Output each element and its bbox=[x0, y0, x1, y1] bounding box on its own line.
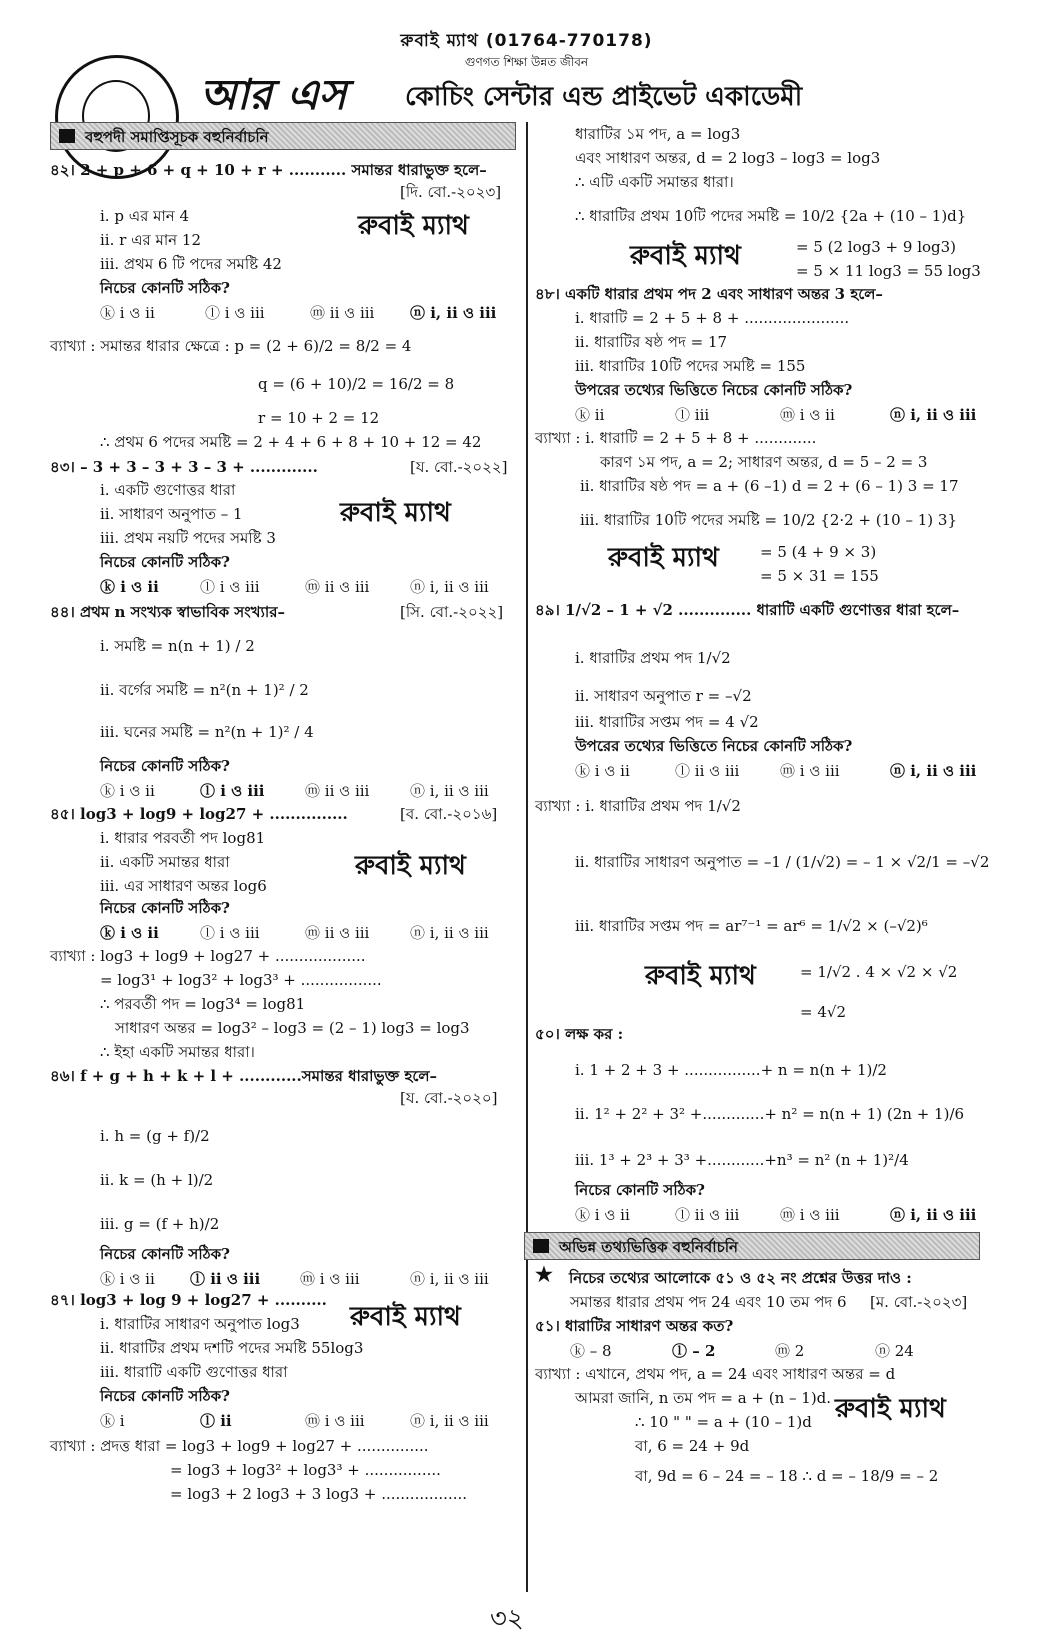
board-ref: [য. বো.-২০২২] bbox=[410, 458, 508, 476]
option: ⓚ ii bbox=[575, 406, 605, 424]
option: ⓚ – 8 bbox=[570, 1342, 612, 1360]
house-icon bbox=[59, 129, 75, 143]
option: ⓛ ii ও iii bbox=[675, 762, 740, 780]
question-48: ৪৮। একটি ধারার প্রথম পদ 2 এবং সাধারণ অন্তর 3 হলে– bbox=[535, 285, 883, 303]
question-prompt: নিচের কোনটি সঠিক? bbox=[100, 553, 230, 571]
statement: i. ধারাটির সাধারণ অনুপাত log3 bbox=[100, 1315, 300, 1333]
option: ⓚ i ও ii bbox=[575, 762, 630, 780]
statement: i. সমষ্টি = n(n + 1) / 2 bbox=[100, 637, 255, 655]
correct-option: ⓝ i, ii ও iii bbox=[890, 762, 977, 780]
explanation: = 1/√2 . 4 × √2 × √2 bbox=[800, 963, 958, 981]
question-prompt: উপরের তথ্যের ভিত্তিতে নিচের কোনটি সঠিক? bbox=[575, 381, 853, 399]
page-number: ৩২ bbox=[490, 1604, 524, 1634]
explanation: iii. ধারাটির 10টি পদের সমষ্টি = 10/2 {2·2 + (10 – 1) 3} bbox=[580, 511, 958, 529]
question-prompt: নিচের কোনটি সঠিক? bbox=[100, 1245, 230, 1263]
statement: i. একটি গুণোত্তর ধারা bbox=[100, 481, 236, 499]
explanation: ∴ 10 " " = a + (10 – 1)d bbox=[635, 1413, 812, 1431]
statement: iii. এর সাধারণ অন্তর log6 bbox=[100, 877, 267, 895]
explanation: = log3 + 2 log3 + 3 log3 + .................. bbox=[170, 1485, 468, 1503]
board-ref: [ম. বো.-২০২৩] bbox=[870, 1293, 968, 1311]
explanation: এবং সাধারণ অন্তর, d = 2 log3 – log3 = log3 bbox=[575, 149, 881, 167]
explanation: = 5 × 31 = 155 bbox=[760, 567, 879, 585]
statement: i. ধারাটি = 2 + 5 + 8 + ...................... bbox=[575, 309, 850, 327]
question-46: ৪৬। f + g + h + k + l + ............সমান্তর ধারাভুক্ত হলে– bbox=[50, 1067, 438, 1085]
statement: ii. বর্গের সমষ্টি = n²(n + 1)² / 2 bbox=[100, 681, 309, 699]
option: ⓜ i ও iii bbox=[300, 1270, 360, 1288]
statement: ii. ধারাটির প্রথম দশটি পদের সমষ্টি 55log3 bbox=[100, 1339, 364, 1357]
correct-option: ⓛ – 2 bbox=[672, 1342, 716, 1360]
explanation: ∴ ধারাটির প্রথম 10টি পদের সমষ্টি = 10/2 {2a + (10 – 1)d} bbox=[575, 207, 967, 225]
explanation: = 5 (2 log3 + 9 log3) bbox=[796, 238, 957, 256]
option: ⓜ ii ও iii bbox=[305, 924, 370, 942]
statement: iii. প্রথম নয়টি পদের সমষ্টি 3 bbox=[100, 529, 276, 547]
watermark: রুবাই ম্যাথ bbox=[340, 498, 451, 528]
explanation: ব্যাখ্যা : i. ধারাটির প্রথম পদ 1/√2 bbox=[535, 797, 741, 815]
explanation: ∴ পরবর্তী পদ = log3⁴ = log81 bbox=[100, 995, 306, 1013]
watermark: রুবাই ম্যাথ bbox=[350, 1302, 461, 1332]
slogan: গুণগত শিক্ষা উন্নত জীবন bbox=[464, 55, 589, 69]
option: ⓝ i, ii ও iii bbox=[410, 782, 489, 800]
brand-name: আর এস bbox=[200, 70, 347, 119]
explanation: = log3¹ + log3² + log3³ + ................. bbox=[100, 971, 382, 989]
explanation: বা, 9d = 6 – 24 = – 18 ∴ d = – 18/9 = – 2 bbox=[635, 1467, 939, 1485]
statement: iii. ধারাটির সপ্তম পদ = 4 √2 bbox=[575, 713, 759, 731]
explanation: ii. ধারাটির সাধারণ অনুপাত = –1 / (1/√2) = – 1 × √2/1 = –√2 bbox=[575, 853, 990, 871]
statement: ii. k = (h + l)/2 bbox=[100, 1171, 214, 1189]
statement: iii. ধারাটি একটি গুণোত্তর ধারা bbox=[100, 1363, 288, 1381]
option: ⓝ i, ii ও iii bbox=[410, 924, 489, 942]
option: ⓜ ii ও iii bbox=[310, 304, 375, 322]
option: ⓛ iii bbox=[675, 406, 710, 424]
explanation: ∴ এটি একটি সমান্তর ধারা। bbox=[575, 173, 734, 191]
option: ⓜ ii ও iii bbox=[305, 578, 370, 596]
explanation: iii. ধারাটির সপ্তম পদ = ar⁷⁻¹ = ar⁶ = 1/√2 × (–√2)⁶ bbox=[575, 917, 928, 935]
explanation: q = (6 + 10)/2 = 16/2 = 8 bbox=[258, 375, 455, 393]
statement: ii. r এর মান 12 bbox=[100, 231, 201, 249]
statement: iii. ধারাটির 10টি পদের সমষ্টি = 155 bbox=[575, 357, 806, 375]
statement: i. 1 + 2 + 3 + ................+ n = n(n + 1)/2 bbox=[575, 1061, 887, 1079]
statement: ii. একটি সমান্তর ধারা bbox=[100, 853, 230, 871]
option: ⓛ i ও iii bbox=[200, 924, 260, 942]
contact-line: রুবাই ম্যাথ (01764-770178) bbox=[400, 31, 653, 51]
question-44: ৪৪। প্রথম n সংখ্যক স্বাভাবিক সংখ্যার– bbox=[50, 603, 285, 621]
option: ⓛ ii ও iii bbox=[675, 1206, 740, 1224]
correct-option: ⓚ i ও ii bbox=[100, 924, 159, 942]
explanation: ব্যাখ্যা : এখানে, প্রথম পদ, a = 24 এবং সাধারণ অন্তর = d bbox=[535, 1365, 896, 1383]
question-prompt: নিচের কোনটি সঠিক? bbox=[575, 1181, 705, 1199]
question-43: ৪৩। – 3 + 3 – 3 + 3 – 3 + ............. bbox=[50, 458, 318, 476]
question-51: ৫১। ধারাটির সাধারণ অন্তর কত? bbox=[535, 1317, 734, 1335]
statement: iii. প্রথম 6 টি পদের সমষ্টি 42 bbox=[100, 255, 282, 273]
explanation: ব্যাখ্যা : সমান্তর ধারার ক্ষেত্রে : p = (2 + 6)/2 = 8/2 = 4 bbox=[50, 337, 412, 355]
option: ⓚ i ও ii bbox=[100, 304, 155, 322]
statement: iii. 1³ + 2³ + 3³ +............+n³ = n² (n + 1)²/4 bbox=[575, 1151, 909, 1169]
option: ⓛ i ও iii bbox=[200, 578, 260, 596]
board-ref: [ব. বো.-২০১৬] bbox=[400, 805, 498, 823]
question-prompt: উপরের তথ্যের ভিত্তিতে নিচের কোনটি সঠিক? bbox=[575, 737, 853, 755]
question-prompt: নিচের কোনটি সঠিক? bbox=[100, 279, 230, 297]
question-42: ৪২। 2 + p + 6 + q + 10 + r + ........... সমান্তর ধারাভুক্ত হলে– bbox=[50, 161, 487, 179]
statement: i. ধারার পরবর্তী পদ log81 bbox=[100, 829, 266, 847]
info-text: সমান্তর ধারার প্রথম পদ 24 এবং 10 তম পদ 6 bbox=[570, 1293, 847, 1311]
explanation: = 5 × 11 log3 = 55 log3 bbox=[796, 262, 981, 280]
explanation: কারণ ১ম পদ, a = 2; সাধারণ অন্তর, d = 5 – 2 = 3 bbox=[600, 453, 928, 471]
option: ⓚ i bbox=[100, 1412, 125, 1430]
option: ⓜ i ও iii bbox=[305, 1412, 365, 1430]
option: ⓚ i ও ii bbox=[100, 1270, 155, 1288]
statement: ii. সাধারণ অনুপাত – 1 bbox=[100, 505, 243, 523]
instruction: ★ নিচের তথ্যের আলোকে ৫১ ও ৫২ নং প্রশ্নের উত্তর দাও : bbox=[535, 1262, 912, 1287]
question-47: ৪৭। log3 + log 9 + log27 + .......... bbox=[50, 1291, 327, 1309]
correct-option: ⓛ i ও iii bbox=[200, 782, 265, 800]
explanation: ব্যাখ্যা : i. ধারাটি = 2 + 5 + 8 + ............. bbox=[535, 429, 817, 447]
option: ⓚ i ও ii bbox=[575, 1206, 630, 1224]
correct-option: ⓝ i, ii ও iii bbox=[890, 406, 977, 424]
correct-option: ⓝ i, ii ও iii bbox=[410, 304, 497, 322]
correct-option: ⓚ i ও ii bbox=[100, 578, 159, 596]
explanation: r = 10 + 2 = 12 bbox=[258, 409, 380, 427]
correct-option: ⓛ ii ও iii bbox=[190, 1270, 261, 1288]
option: ⓝ i, ii ও iii bbox=[410, 1270, 489, 1288]
house-icon bbox=[533, 1239, 549, 1253]
question-prompt: নিচের কোনটি সঠিক? bbox=[100, 899, 230, 917]
question-45: ৪৫। log3 + log9 + log27 + ............... bbox=[50, 805, 348, 823]
board-ref: [সি. বো.-২০২২] bbox=[400, 603, 504, 621]
watermark: রুবাই ম্যাথ bbox=[630, 241, 741, 271]
correct-option: ⓛ ii bbox=[200, 1412, 232, 1430]
correct-option: ⓝ i, ii ও iii bbox=[890, 1206, 977, 1224]
option: ⓚ i ও ii bbox=[100, 782, 155, 800]
column-divider bbox=[526, 122, 528, 1592]
explanation: ∴ ইহা একটি সমান্তর ধারা। bbox=[100, 1043, 255, 1061]
board-ref: [দি. বো.-২০২৩] bbox=[400, 183, 502, 201]
explanation: আমরা জানি, n তম পদ = a + (n – 1)d. bbox=[575, 1389, 832, 1407]
explanation: ধারাটির ১ম পদ, a = log3 bbox=[575, 125, 741, 143]
explanation: ii. ধারাটির ষষ্ঠ পদ = a + (6 –1) d = 2 + (6 – 1) 3 = 17 bbox=[580, 477, 959, 495]
explanation: ব্যাখ্যা : log3 + log9 + log27 + ................... bbox=[50, 947, 366, 965]
star-icon: ★ bbox=[535, 1262, 553, 1286]
section-header: বহুপদী সমাপ্তিসূচক বহুনির্বাচনি bbox=[50, 122, 516, 150]
statement: iii. ঘনের সমষ্টি = n²(n + 1)² / 4 bbox=[100, 723, 314, 741]
option: ⓜ i ও iii bbox=[780, 762, 840, 780]
statement: ii. সাধারণ অনুপাত r = –√2 bbox=[575, 687, 752, 705]
watermark: রুবাই ম্যাথ bbox=[358, 211, 469, 241]
question-prompt: নিচের কোনটি সঠিক? bbox=[100, 1387, 230, 1405]
option: ⓜ i ও ii bbox=[780, 406, 835, 424]
option: ⓜ 2 bbox=[775, 1342, 805, 1360]
watermark: রুবাই ম্যাথ bbox=[608, 543, 719, 573]
question-49: ৪৯। 1/√2 – 1 + √2 .............. ধারাটি একটি গুণোত্তর ধারা হলে– bbox=[535, 601, 960, 619]
option: ⓝ 24 bbox=[875, 1342, 914, 1360]
option: ⓜ ii ও iii bbox=[305, 782, 370, 800]
explanation: = log3 + log3² + log3³ + ................ bbox=[170, 1461, 441, 1479]
explanation: ∴ প্রথম 6 পদের সমষ্টি = 2 + 4 + 6 + 8 + 10 + 12 = 42 bbox=[100, 433, 482, 451]
question-prompt: নিচের কোনটি সঠিক? bbox=[100, 757, 230, 775]
board-ref: [য. বো.-২০২০] bbox=[400, 1089, 498, 1107]
option: ⓜ i ও iii bbox=[780, 1206, 840, 1224]
watermark: রুবাই ম্যাথ bbox=[355, 851, 466, 881]
watermark: রুবাই ম্যাথ bbox=[645, 961, 756, 991]
explanation: ব্যাখ্যা : প্রদত্ত ধারা = log3 + log9 + log27 + ............... bbox=[50, 1437, 429, 1455]
option: ⓝ i, ii ও iii bbox=[410, 1412, 489, 1430]
statement: i. p এর মান 4 bbox=[100, 207, 190, 225]
explanation: = 5 (4 + 9 × 3) bbox=[760, 543, 877, 561]
question-50: ৫০। লক্ষ কর : bbox=[535, 1025, 624, 1043]
statement: i. h = (g + f)/2 bbox=[100, 1127, 210, 1145]
option: ⓛ i ও iii bbox=[205, 304, 265, 322]
explanation: সাধারণ অন্তর = log3² – log3 = (2 – 1) log3 = log3 bbox=[115, 1019, 470, 1037]
statement: ii. ধারাটির ষষ্ঠ পদ = 17 bbox=[575, 333, 728, 351]
explanation: বা, 6 = 24 + 9d bbox=[635, 1437, 750, 1455]
watermark: রুবাই ম্যাথ bbox=[835, 1394, 946, 1424]
statement: ii. 1² + 2² + 3² +.............+ n² = n(n + 1) (2n + 1)/6 bbox=[575, 1105, 965, 1123]
center-name: কোচিং সেন্টার এন্ড প্রাইভেট একাডেমী bbox=[405, 82, 803, 112]
statement: iii. g = (f + h)/2 bbox=[100, 1215, 220, 1233]
explanation: = 4√2 bbox=[800, 1003, 846, 1021]
section-header: অভিন্ন তথ্যভিত্তিক বহুনির্বাচনি bbox=[524, 1232, 980, 1260]
statement: i. ধারাটির প্রথম পদ 1/√2 bbox=[575, 649, 731, 667]
option: ⓝ i, ii ও iii bbox=[410, 578, 489, 596]
